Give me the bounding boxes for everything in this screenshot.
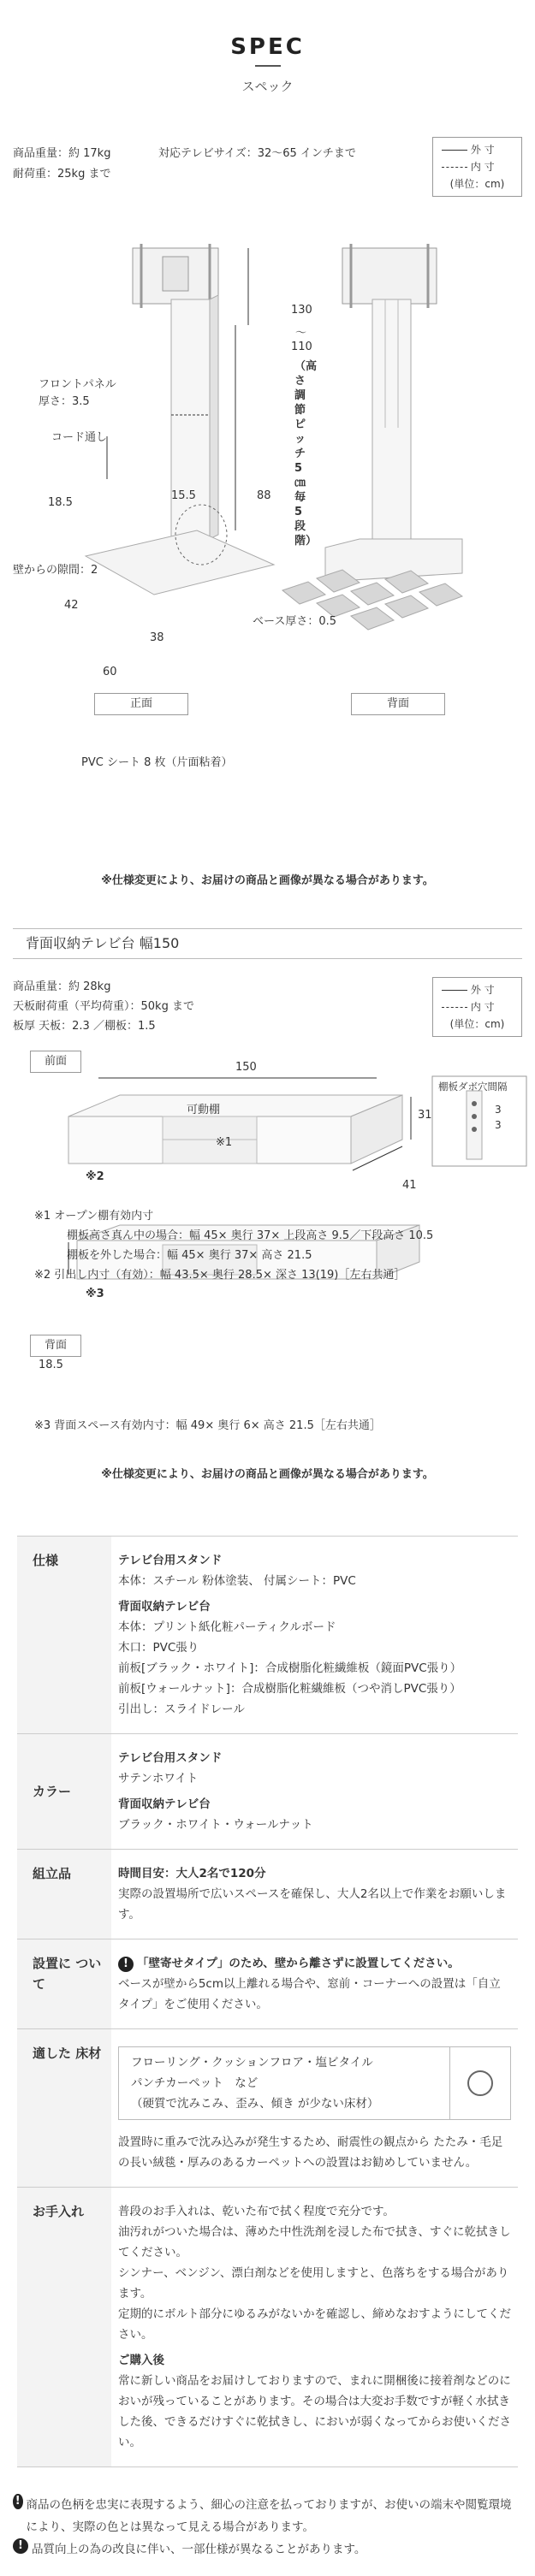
tvboard-note: ※仕様変更により、お届けの商品と画像が異なる場合があります。 <box>101 1468 434 1481</box>
legend-outer: 外 寸 <box>470 144 495 156</box>
spec-value <box>111 1850 518 1939</box>
care-sub-body: 常に新しい商品をお届けしておりますので、まれに開梱後に接着剤などのにおいが残っていることがあります。その場合は大変お手数ですが軽く水拭きした後、できるだけすぐに乾拭きし、においが弱くなってからお使いください。 <box>118 2374 511 2449</box>
footer-note: 品質向上の為の改良に伴い、一部仕様が異なることがあります。 <box>32 2543 366 2556</box>
assembly-body: 実際の設置場所で広いスペースを確保し、大人2名以上で作業をお願いします。 <box>118 1887 507 1922</box>
color-board-body: ブラック・ホワイト・ウォールナット <box>118 1818 313 1832</box>
tvboard-front-caption: 前面 <box>30 1051 81 1073</box>
tvboard-note-2: 棚板高さ真ん中の場合：幅 45× 奥行 37× 上段高さ 9.5／下段高さ 10.5 <box>67 1229 434 1242</box>
legend-inner: 内 寸 <box>470 1001 495 1013</box>
legend-outer: 外 寸 <box>470 984 495 996</box>
legend-unit: (単位：cm) <box>449 178 505 190</box>
stand-tv-size: 対応テレビサイズ：32～65 インチまで <box>158 147 356 160</box>
title-divider <box>255 65 281 67</box>
legend-unit: (単位：cm) <box>449 1018 505 1030</box>
tvboard-unit-legend <box>432 977 522 1037</box>
base-thickness-label: ベース厚さ：0.5 <box>253 615 337 628</box>
pvc-sheet-label: PVC シート 8 枚（片面粘着） <box>81 756 233 769</box>
care-line: 普段のお手入れは、乾いた布で拭く程度で充分です。 <box>118 2205 395 2218</box>
dim-3b: 3 <box>495 1119 502 1131</box>
spec-key: 設置に ついて <box>17 1939 111 2029</box>
tvboard-weight: 商品重量：約 28kg <box>13 980 111 993</box>
spec-row-care <box>17 2188 518 2467</box>
exclamation-icon: ! <box>118 1957 134 1972</box>
unit-legend <box>432 137 522 197</box>
footer-note: 商品の色柄を忠実に表現するよう、細心の注意を払っておりますが、お使いの端末や閲覧環境により、実際の色とは異なって見える場合があります。 <box>26 2498 512 2534</box>
color-board-title: 背面収納テレビ台 <box>118 1797 211 1811</box>
floor-box <box>118 2046 511 2120</box>
mark-2: ※2 <box>86 1170 104 1183</box>
tvboard-back-caption: 背面 <box>30 1335 81 1357</box>
dim-tilde: ～ <box>295 327 307 340</box>
spec-table <box>17 1536 518 2467</box>
stand-front-drawing <box>86 244 274 595</box>
spec-value <box>111 1939 518 2029</box>
dim-31: 31 <box>418 1109 432 1122</box>
dim-130: 130 <box>291 304 312 317</box>
dim-38: 38 <box>150 631 164 644</box>
color-stand-title: テレビ台用スタンド <box>118 1751 223 1765</box>
dim-150: 150 <box>235 1061 257 1074</box>
tvboard-load: 天板耐荷重（平均荷重）：50kg まで <box>13 1000 194 1013</box>
dim-15-5: 15.5 <box>171 489 196 502</box>
wall-gap-label: 壁からの隙間：2 <box>13 564 98 577</box>
floor-line: フローリング・クッションフロア・塩ビタイル <box>131 2056 373 2070</box>
shelf-label: 可動棚 <box>187 1104 221 1116</box>
cord-label: コード通し <box>51 431 108 444</box>
exclamation-icon: ! <box>13 2494 23 2509</box>
spec-value <box>111 2029 518 2188</box>
install-title: 「壁寄せタイプ」のため、壁から離さずに設置してください。 <box>137 1957 460 1970</box>
assembly-title: 時間目安：大人2名で120分 <box>118 1867 266 1880</box>
ok-circle-icon <box>467 2070 493 2096</box>
tvboard-heading: 背面収納テレビ台 幅150 <box>13 928 522 959</box>
care-line: シンナー、ベンジン、漂白剤などを使用しますと、色落ちをする場合があります。 <box>118 2266 509 2301</box>
stand-weight: 商品重量：約 17kg <box>13 147 111 160</box>
front-caption: 正面 <box>94 693 188 715</box>
stand-load: 耐荷重：25kg まで <box>13 168 111 181</box>
dim-88: 88 <box>257 489 271 502</box>
install-body: ベースが壁から5cm以上離れる場合や、窓前・コーナーへの設置は「自立タイプ」をご使用ください。 <box>118 1977 501 2011</box>
legend-inner: 内 寸 <box>470 161 495 173</box>
spec-row-materials <box>17 1537 518 1734</box>
spec-line: 引出し：スライドレール <box>118 1703 245 1716</box>
spec-stand-body: 本体：スチール 粉体塗装、 付属シート：PVC <box>118 1574 356 1588</box>
dim-3a: 3 <box>495 1104 502 1116</box>
tvboard-front-drawing <box>68 1078 411 1170</box>
exclamation-icon: ! <box>13 2538 28 2554</box>
mark-1: ※1 <box>216 1136 233 1149</box>
footer-notes <box>13 2494 522 2561</box>
color-stand-body: サテンホワイト <box>118 1772 199 1785</box>
dim-42: 42 <box>64 599 79 612</box>
spec-row-install <box>17 1939 518 2029</box>
height-adjust-label: （高さ調節ピッチ5㎝毎5段階） <box>294 360 318 548</box>
spec-key: 適した 床材 <box>17 2029 111 2188</box>
floor-line: パンチカーペット など <box>131 2076 259 2090</box>
page-title: SPEC <box>230 34 305 60</box>
spec-value <box>111 1734 518 1850</box>
spec-key: 仕様 <box>17 1537 111 1734</box>
dim-18-5-back: 18.5 <box>39 1359 63 1371</box>
spec-board-title: 背面収納テレビ台 <box>118 1600 211 1614</box>
tvboard-note-3: 棚板を外した場合：幅 45× 奥行 37× 高さ 21.5 <box>67 1249 312 1262</box>
spec-value <box>111 1537 518 1734</box>
tvboard-note-3-back: ※3 背面スペース有効内寸：幅 49× 奥行 6× 高さ 21.5［左右共通］ <box>34 1419 381 1432</box>
page-subtitle: スペック <box>241 79 294 94</box>
spec-line: 本体：プリント紙化粧パーティクルボード <box>118 1620 336 1634</box>
mark-3: ※3 <box>86 1288 104 1300</box>
care-line: 油汚れがついた場合は、薄めた中性洗剤を浸した布で拭き、すぐに乾拭きしてください。 <box>118 2225 511 2259</box>
dim-18-5: 18.5 <box>48 496 73 509</box>
spec-line: 木口：PVC張り <box>118 1641 199 1655</box>
tvboard-note-1: ※1 オープン棚有効内寸 <box>34 1210 154 1223</box>
spec-row-color <box>17 1734 518 1850</box>
spec-row-assembly <box>17 1850 518 1939</box>
floor-line: （硬質で沈みこみ、歪み、傾き が少ない床材） <box>131 2097 379 2111</box>
dim-110: 110 <box>291 341 312 353</box>
tvboard-board: 板厚 天板：2.3 ／棚板：1.5 <box>13 1020 156 1033</box>
dim-41: 41 <box>402 1179 417 1192</box>
spec-row-floor <box>17 2029 518 2188</box>
front-panel-thickness: 厚さ：3.5 <box>39 395 90 408</box>
care-line: 定期的にボルト部分にゆるみがないかを確認し、締めなおすようにしてください。 <box>118 2307 511 2342</box>
stand-note: ※仕様変更により、お届けの商品と画像が異なる場合があります。 <box>101 874 434 887</box>
spec-key: 組立品 <box>17 1850 111 1939</box>
front-panel-label: フロントパネル <box>39 378 116 391</box>
spec-key: カラー <box>17 1734 111 1850</box>
spec-stand-title: テレビ台用スタンド <box>118 1554 223 1567</box>
spec-line: 前板[ブラック・ホワイト]：合成樹脂化粧繊維板（鏡面PVC張り） <box>118 1661 462 1675</box>
dowel-label: 棚板ダボ穴間隔 <box>438 1081 508 1093</box>
care-sub-title: ご購入後 <box>118 2354 164 2367</box>
spec-value <box>111 2188 518 2467</box>
floor-body: 設置時に重みで沈み込みが発生するため、耐震性の観点から たたみ・毛足の長い絨毯・厚みのあるカーペットへの設置はお勧めしていません。 <box>118 2135 503 2170</box>
back-caption: 背面 <box>351 693 445 715</box>
tvboard-note-4: ※2 引出し内寸（有効）：幅 43.5× 奥行 28.5× 深さ 13(19)［左右共通］ <box>34 1269 406 1282</box>
stand-back-drawing <box>325 244 462 582</box>
spec-line: 前板[ウォールナット]：合成樹脂化粧繊維板（つや消しPVC張り） <box>118 1682 461 1696</box>
dim-60: 60 <box>103 666 117 678</box>
spec-key: お手入れ <box>17 2188 111 2467</box>
